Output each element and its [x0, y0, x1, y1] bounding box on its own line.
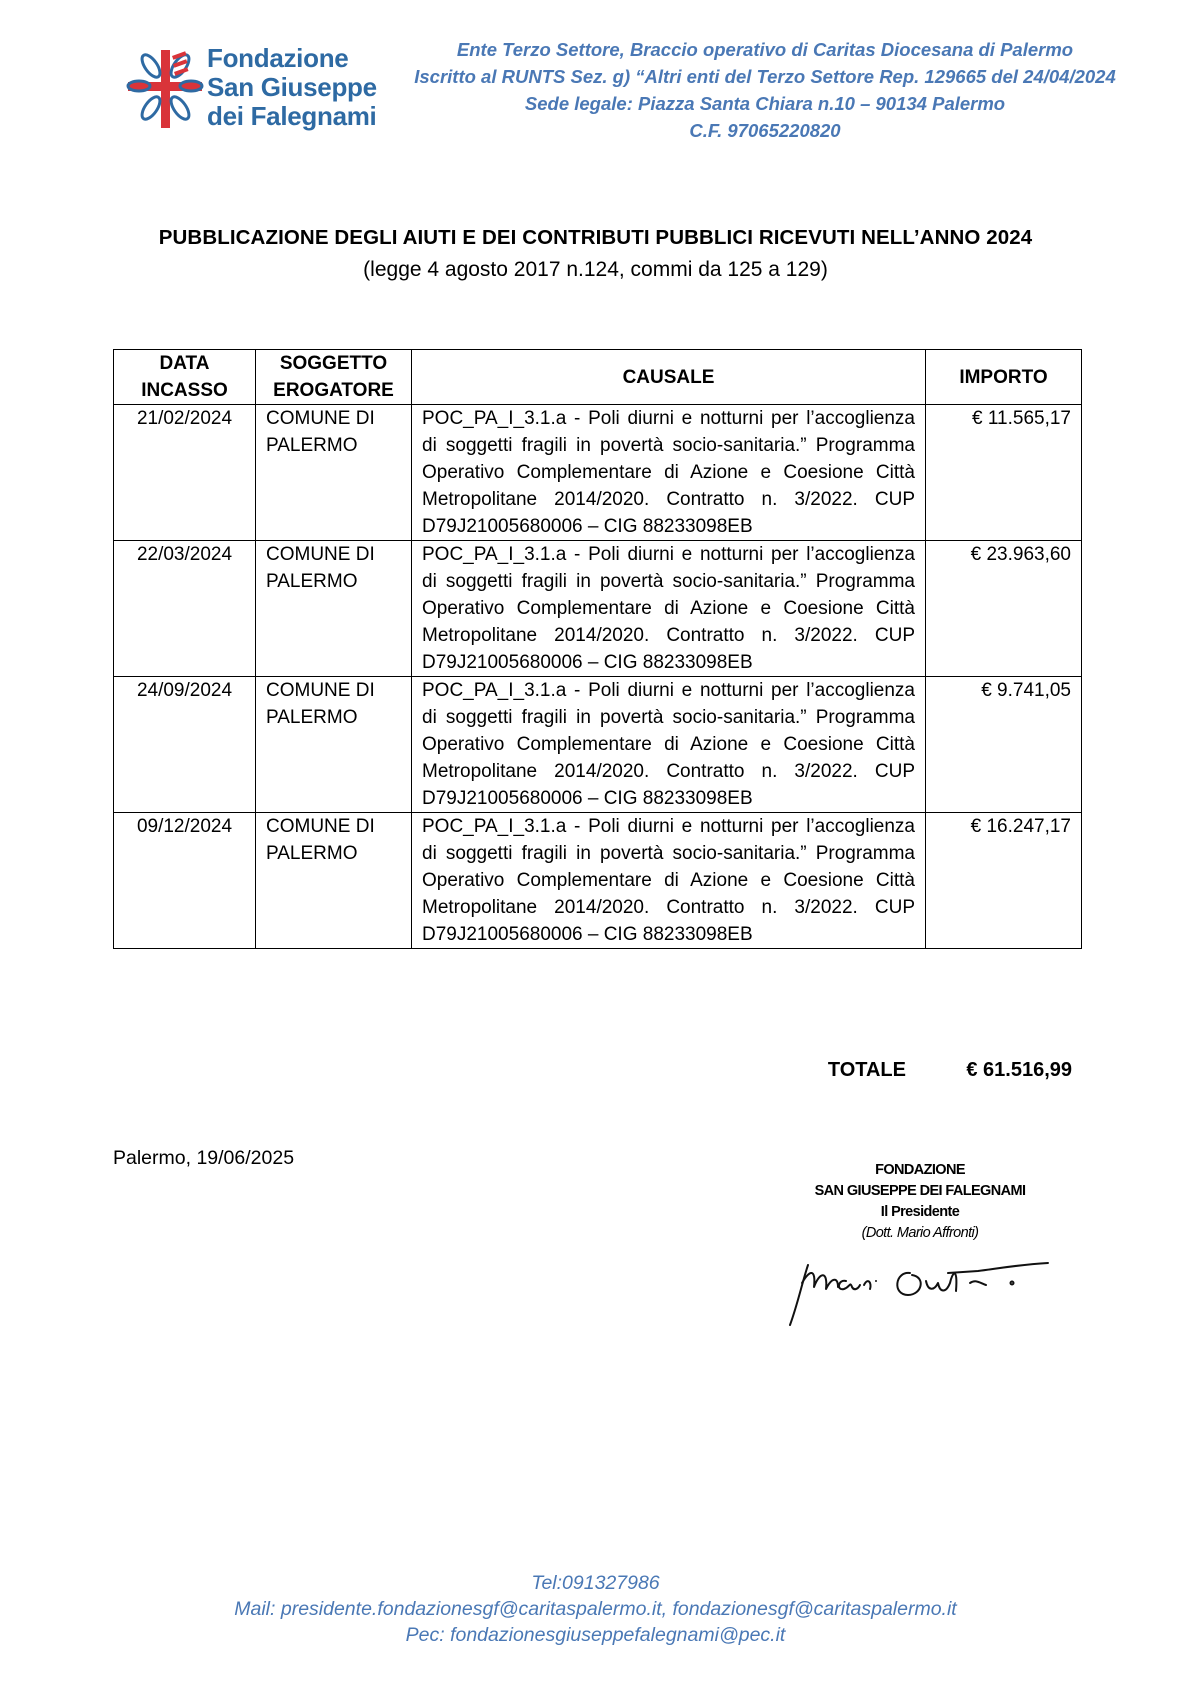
cell-data: 24/09/2024	[114, 677, 256, 813]
table-row	[114, 541, 1082, 677]
header-line-3: Sede legale: Piazza Santa Chiara n.10 – 90134 Palermo	[524, 93, 1006, 114]
cell-causale: POC_PA_I_3.1.a - Poli diurni e notturni per l’accoglienza di soggetti fragili in povertà socio-sanitaria.” Programma Operativo Complementare di Azione e Coesione Città Metropolitane 2014/2020. Contratto n. 3/2022. CUP D79J21005680006 – CIG 88233098EB	[412, 677, 926, 813]
logo	[125, 44, 385, 136]
logo-line-1: Fondazione	[207, 43, 349, 73]
header-data-line1: DATA	[159, 353, 210, 374]
handwritten-signature	[780, 1243, 1070, 1343]
place-date: Palermo, 19/06/2025	[113, 1147, 295, 1169]
header-line-2: Iscritto al RUNTS Sez. g) “Altri enti del Terzo Settore Rep. 129665 del 24/04/2024	[414, 66, 1116, 87]
logo-line-3: dei Falegnami	[207, 101, 377, 131]
cell-data: 22/03/2024	[114, 541, 256, 677]
logo-wordmark	[207, 44, 377, 131]
header-soggetto-line2: EROGATORE	[273, 380, 394, 401]
cell-data: 21/02/2024	[114, 405, 256, 541]
organization-header	[380, 36, 1150, 144]
stamp-line-3: Il Presidente	[880, 1204, 960, 1220]
footer-mail: Mail: presidente.fondazionesgf@caritaspalermo.it, fondazionesgf@caritaspalermo.it	[234, 1598, 957, 1620]
footer-contacts	[0, 1570, 1191, 1648]
total-value: € 61.516,99	[966, 1059, 1072, 1081]
cell-importo: € 9.741,05	[926, 677, 1082, 813]
cell-soggetto: COMUNE DI PALERMO	[256, 541, 412, 677]
header-causale: CAUSALE	[412, 350, 926, 405]
cell-causale: POC_PA_I_3.1.a - Poli diurni e notturni per l’accoglienza di soggetti fragili in povertà socio-sanitaria.” Programma Operativo Complementare di Azione e Coesione Città Metropolitane 2014/2020. Contratto n. 3/2022. CUP D79J21005680006 – CIG 88233098EB	[412, 405, 926, 541]
header-soggetto-erogatore	[256, 350, 412, 405]
stamp-line-2: SAN GIUSEPPE DEI FALEGNAMI	[814, 1183, 1026, 1199]
table-row	[114, 813, 1082, 949]
foundation-emblem-icon	[125, 44, 205, 134]
table-row	[114, 405, 1082, 541]
logo-line-2: San Giuseppe	[207, 72, 377, 102]
stamp-line-4: (Dott. Mario Affronti)	[861, 1225, 979, 1241]
grants-table	[113, 349, 1082, 949]
footer-pec: Pec: fondazionesgiuseppefalegnami@pec.it	[405, 1624, 786, 1646]
document-title: PUBBLICAZIONE DEGLI AIUTI E DEI CONTRIBUTI PUBBLICI RICEVUTI NELL’ANNO 2024	[158, 226, 1033, 249]
cell-soggetto: COMUNE DI PALERMO	[256, 677, 412, 813]
cell-causale: POC_PA_I_3.1.a - Poli diurni e notturni per l’accoglienza di soggetti fragili in povertà socio-sanitaria.” Programma Operativo Complementare di Azione e Coesione Città Metropolitane 2014/2020. Contratto n. 3/2022. CUP D79J21005680006 – CIG 88233098EB	[412, 541, 926, 677]
cell-soggetto: COMUNE DI PALERMO	[256, 813, 412, 949]
cell-causale: POC_PA_I_3.1.a - Poli diurni e notturni per l’accoglienza di soggetti fragili in povertà socio-sanitaria.” Programma Operativo Complementare di Azione e Coesione Città Metropolitane 2014/2020. Contratto n. 3/2022. CUP D79J21005680006 – CIG 88233098EB	[412, 813, 926, 949]
cell-importo: € 23.963,60	[926, 541, 1082, 677]
header-data-incasso	[114, 350, 256, 405]
cell-importo: € 11.565,17	[926, 405, 1082, 541]
header-data-line2: INCASSO	[141, 380, 228, 401]
header-importo: IMPORTO	[926, 350, 1082, 405]
stamp-line-1: FONDAZIONE	[875, 1162, 965, 1178]
total-label: TOTALE	[827, 1059, 906, 1081]
header-line-4: C.F. 97065220820	[689, 120, 841, 141]
footer-tel: Tel:091327986	[531, 1572, 660, 1594]
table-header-row	[114, 350, 1082, 405]
cell-data: 09/12/2024	[114, 813, 256, 949]
header-line-1: Ente Terzo Settore, Braccio operativo di Caritas Diocesana di Palermo	[456, 39, 1074, 60]
signature-stamp	[760, 1160, 1080, 1244]
table-row	[114, 677, 1082, 813]
cell-importo: € 16.247,17	[926, 813, 1082, 949]
header-soggetto-line1: SOGGETTO	[279, 353, 388, 374]
document-subtitle: (legge 4 agosto 2017 n.124, commi da 125 a 129)	[363, 258, 828, 281]
cell-soggetto: COMUNE DI PALERMO	[256, 405, 412, 541]
